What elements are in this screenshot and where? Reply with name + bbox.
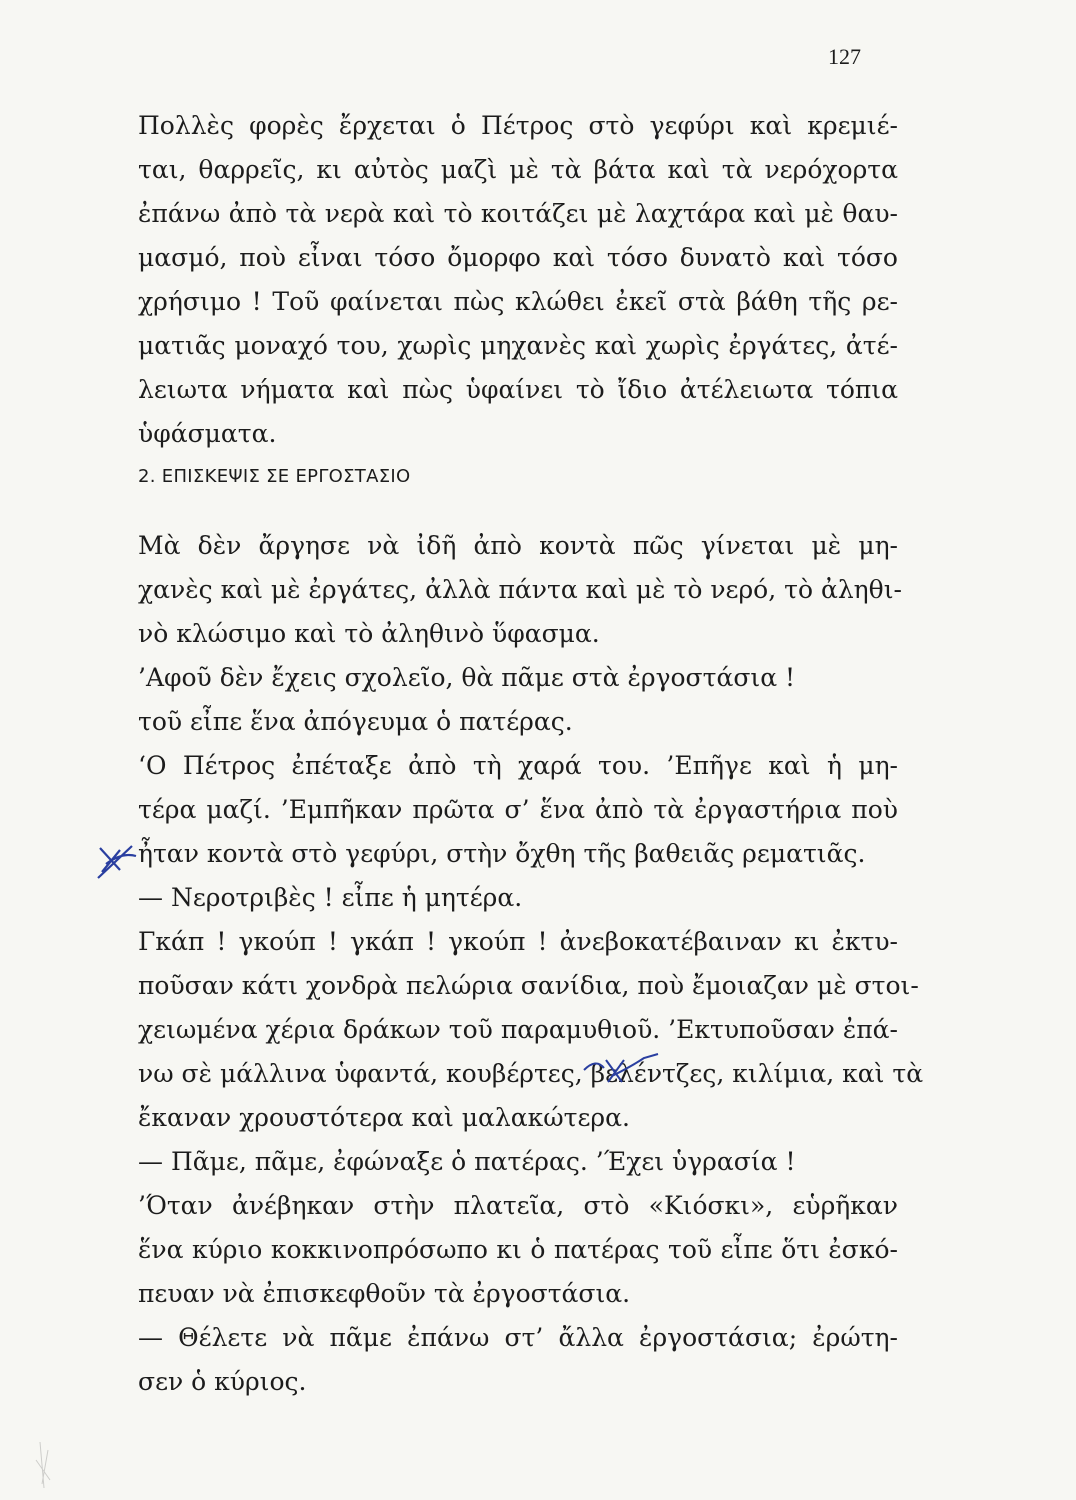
text-line: — Θέλετε νὰ πᾶμε ἐπάνω στ’ ἄλλα ἐργοστάσια; ἐρώτη- [138, 1323, 898, 1352]
text-line: ἐπάνω ἀπὸ τὰ νερὰ καὶ τὸ κοιτάζει μὲ λαχτάρα καὶ μὲ θαυ- [138, 199, 898, 228]
text-line: ἔκαναν χρουστότερα καὶ μαλακώτερα. [138, 1103, 630, 1132]
text-line: νω σὲ μάλλινα ὑφαντά, κουβέρτες, βελέντζες, κιλίμια, καὶ τὰ [138, 1059, 924, 1088]
text-line: μασμό, ποὺ εἶναι τόσο ὄμορφο καὶ τόσο δυνατὸ καὶ τόσο [138, 243, 898, 272]
text-line: πευαν νὰ ἐπισκεφθοῦν τὰ ἐργοστάσια. [138, 1279, 631, 1308]
text-line: — Πᾶμε, πᾶμε, ἐφώναξε ὁ πατέρας. ’Έχει ὑγρασία ! [138, 1147, 796, 1176]
paragraph-2 [138, 524, 924, 1404]
text-line: τοῦ εἶπε ἕνα ἀπόγευμα ὁ πατέρας. [138, 707, 573, 736]
text-line: ‘Ο Πέτρος ἐπέταξε ἀπὸ τὴ χαρά του. ’Επῆγε καὶ ἡ μη- [138, 751, 898, 780]
text-line: — Νεροτριβὲς ! εἶπε ἡ μητέρα. [138, 883, 523, 912]
text-line: Γκάπ ! γκούπ ! γκάπ ! γκούπ ! ἀνεβοκατέβαιναν κι ἐκτυ- [138, 927, 898, 956]
text-line: ται, θαρρεῖς, κι αὐτὸς μαζὶ μὲ τὰ βάτα καὶ τὰ νερόχορτα [138, 155, 898, 184]
section-heading: 2. ΕΠΙΣΚΕΨΙΣ ΣΕ ΕΡΓΟΣΤΑΣΙΟ [138, 466, 411, 487]
text-line: ’Αφοῦ δὲν ἔχεις σχολεῖο, θὰ πᾶμε στὰ ἐργοστάσια ! [138, 663, 796, 692]
pen-mark-icon [582, 1052, 662, 1088]
text-line: Μὰ δὲν ἄργησε νὰ ἰδῆ ἀπὸ κοντὰ πῶς γίνεται μὲ μη- [138, 531, 898, 560]
paper-speck-icon [30, 1440, 60, 1490]
page-number: 127 [828, 44, 861, 69]
text-line: ματιᾶς μοναχό του, χωρὶς μηχανὲς καὶ χωρὶς ἐργάτες, ἀτέ- [138, 331, 898, 360]
paragraph-1 [138, 104, 898, 456]
text-line: Πολλὲς φορὲς ἔρχεται ὁ Πέτρος στὸ γεφύρι καὶ κρεμιέ- [138, 111, 898, 140]
text-line: ἕνα κύριο κοκκινοπρόσωπο κι ὁ πατέρας τοῦ εἶπε ὅτι ἐσκό- [138, 1235, 898, 1264]
text-line: ποῦσαν κάτι χονδρὰ πελώρια σανίδια, ποὺ ἔμοιαζαν μὲ στοι- [138, 971, 919, 1000]
text-line: χειωμένα χέρια δράκων τοῦ παραμυθιοῦ. ’Εκτυποῦσαν ἐπά- [138, 1015, 898, 1044]
text-line: λειωτα νήματα καὶ πὼς ὑφαίνει τὸ ἴδιο ἀτέλειωτα τόπια [138, 375, 898, 404]
text-line: ’Όταν ἀνέβηκαν στὴν πλατεῖα, στὸ «Κιόσκι», εὑρῆκαν [138, 1191, 898, 1220]
text-line: τέρα μαζί. ’Εμπῆκαν πρῶτα σ’ ἕνα ἀπὸ τὰ ἐργαστήρια ποὺ [138, 795, 898, 824]
text-line: νὸ κλώσιμο καὶ τὸ ἀληθινὸ ὕφασμα. [138, 619, 600, 648]
text-line: χανὲς καὶ μὲ ἐργάτες, ἀλλὰ πάντα καὶ μὲ τὸ νερό, τὸ ἀληθι- [138, 575, 902, 604]
text-line: χρήσιμο ! Τοῦ φαίνεται πὼς κλώθει ἐκεῖ στὰ βάθη τῆς ρε- [138, 287, 898, 316]
text-line: σεν ὁ κύριος. [138, 1367, 307, 1396]
pen-mark-icon [92, 838, 142, 888]
text-line: ἦταν κοντὰ στὸ γεφύρι, στὴν ὄχθη τῆς βαθειᾶς ρεματιᾶς. [138, 839, 866, 868]
text-line: ὑφάσματα. [138, 419, 277, 448]
